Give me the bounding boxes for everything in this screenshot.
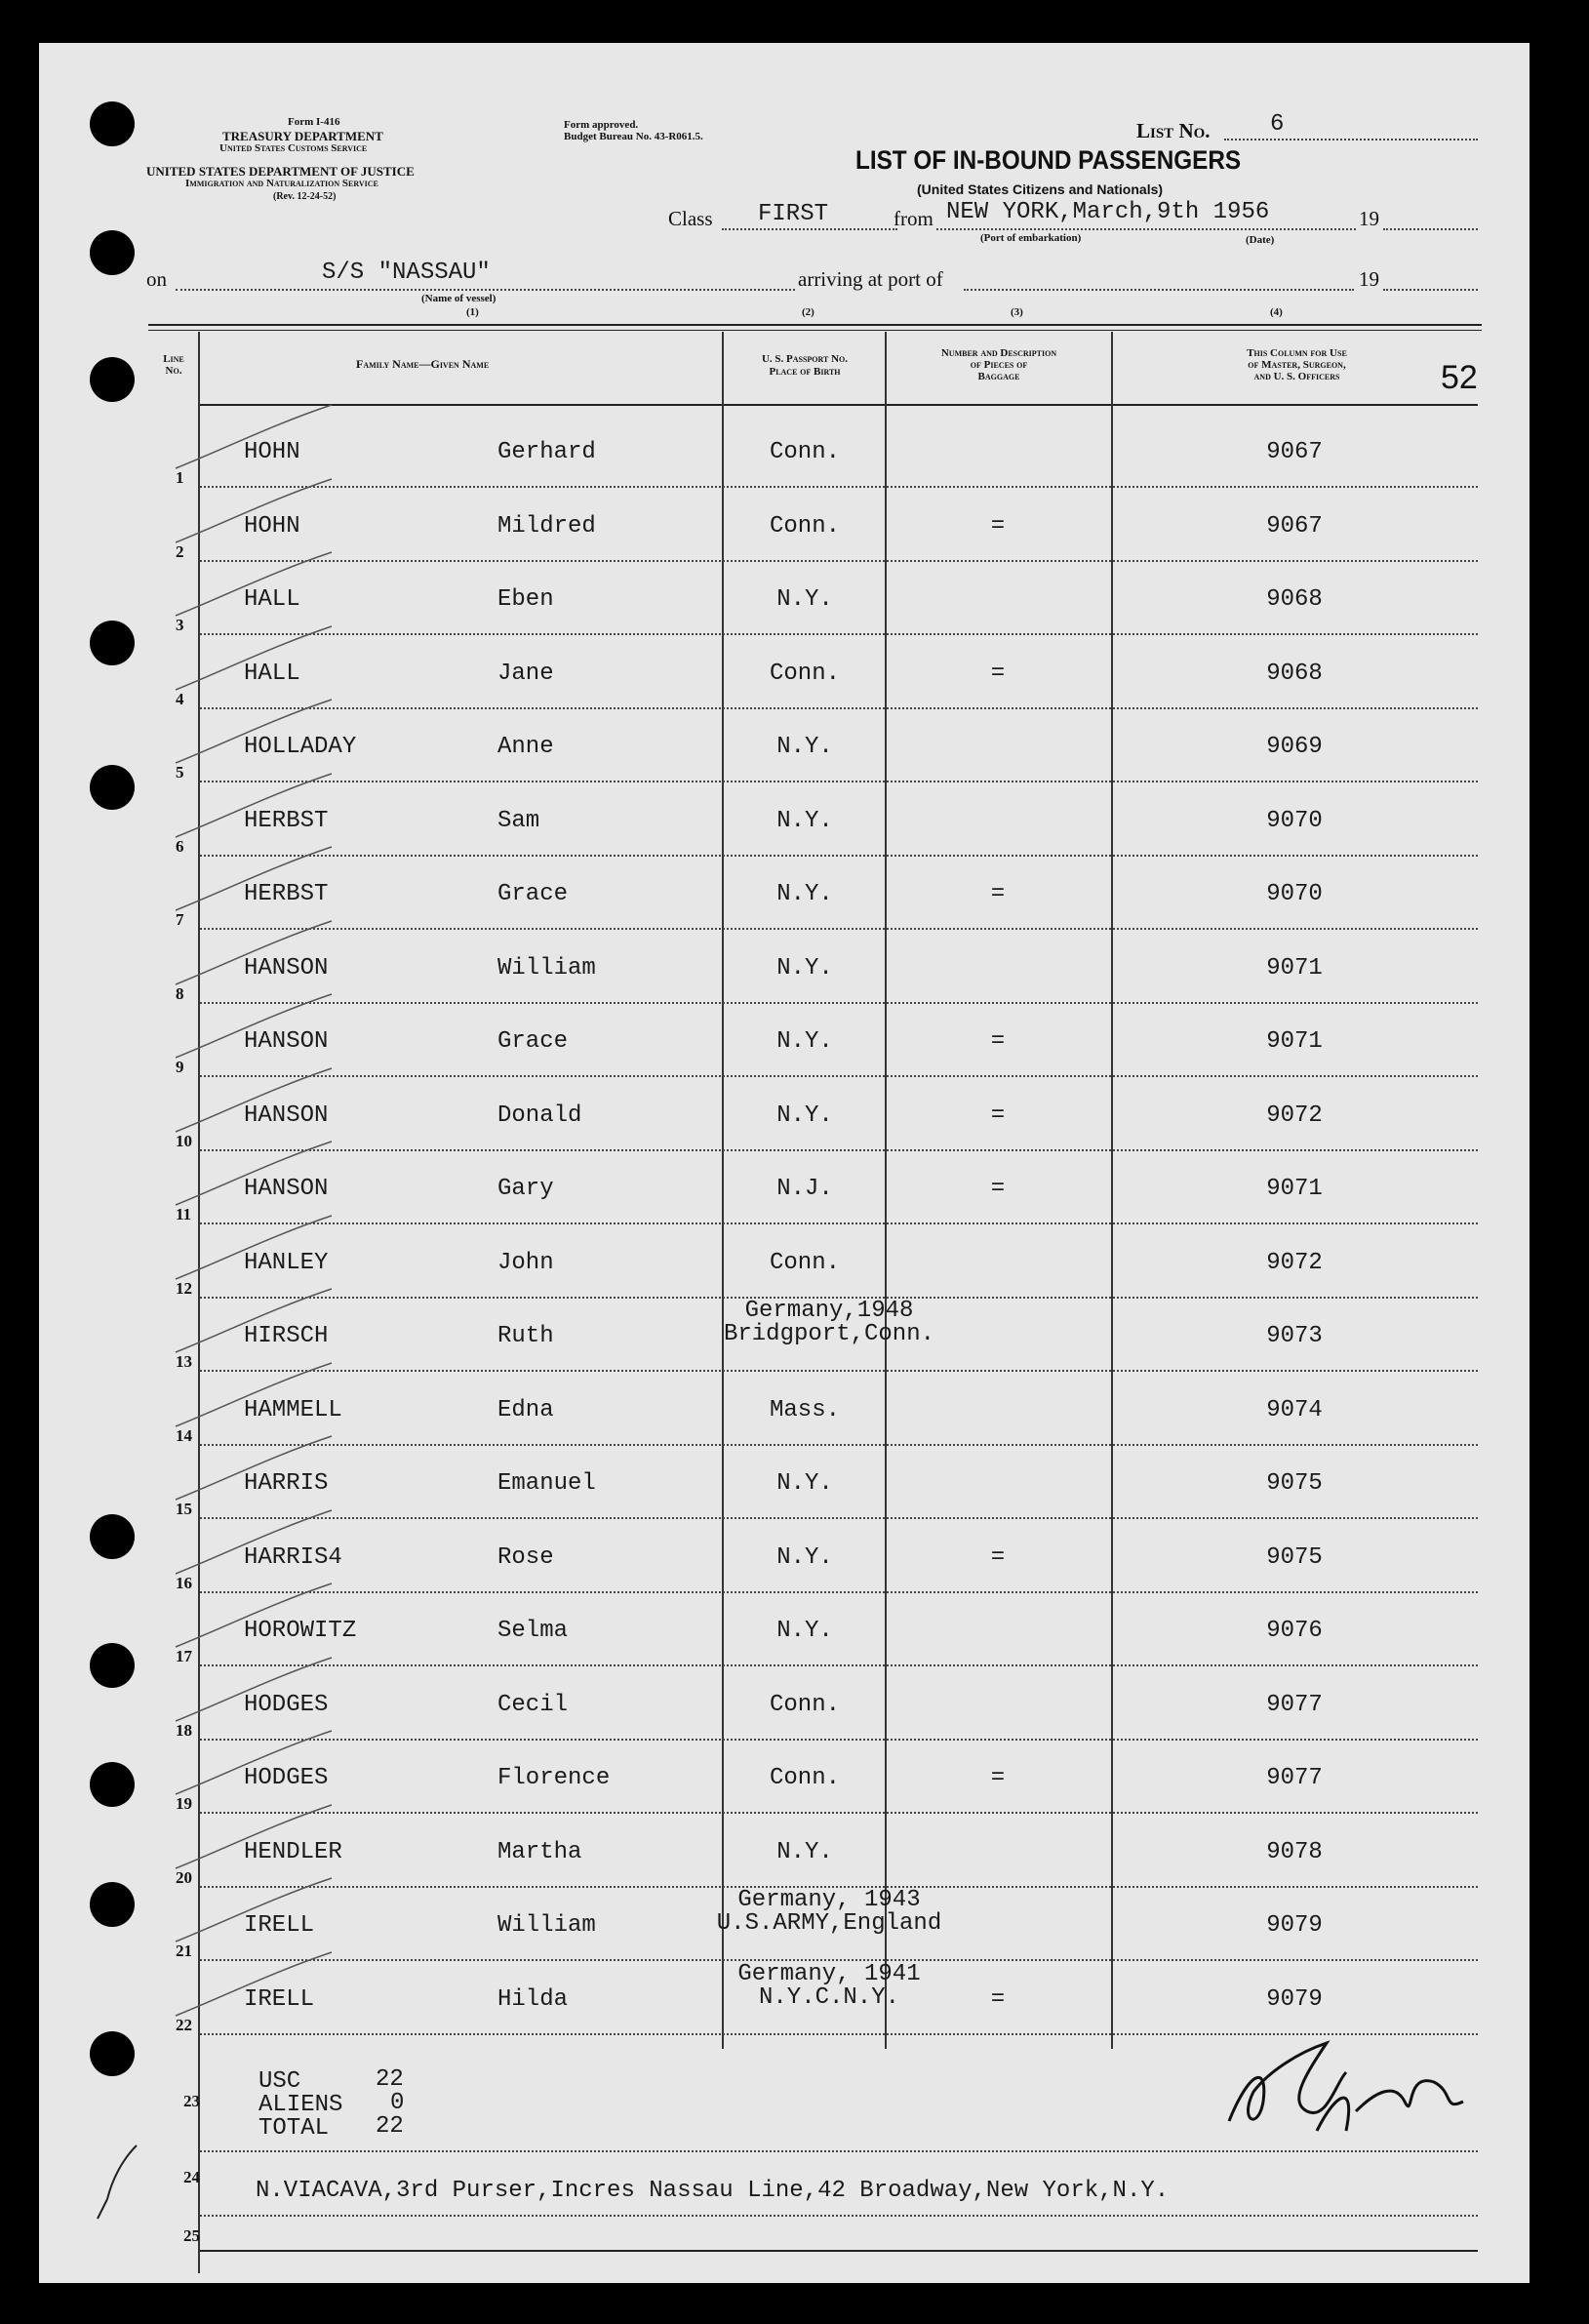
line-number: 4 xyxy=(176,689,184,708)
line-number: 23 xyxy=(183,2092,200,2110)
officer-code: 9079 xyxy=(1266,1912,1323,1939)
total-value: 22 xyxy=(376,2113,404,2140)
given-name: Anne xyxy=(497,734,554,760)
family-name: HIRSCH xyxy=(244,1323,329,1349)
given-name: Selma xyxy=(497,1618,569,1644)
revision-date: (Rev. 12-24-52) xyxy=(273,191,337,202)
check-stroke xyxy=(166,1063,341,1142)
family-name: HENDLER xyxy=(244,1838,342,1865)
col-header-passport: U. S. Passport No. xyxy=(761,353,849,365)
officer-code: 9076 xyxy=(1266,1618,1323,1644)
birth-place: Mass. xyxy=(769,1396,840,1423)
family-name: HALL xyxy=(244,586,300,613)
officer-code: 9067 xyxy=(1266,512,1323,540)
line-number: 5 xyxy=(176,763,184,781)
family-name: IRELL xyxy=(244,1985,315,2013)
given-name: Florence xyxy=(497,1765,611,1791)
given-name: Ruth xyxy=(497,1323,554,1349)
line-number: 9 xyxy=(176,1058,184,1076)
form-subtitle: (United States Citizens and Nationals) xyxy=(917,181,1164,197)
family-name: HARRIS4 xyxy=(244,1543,342,1571)
check-stroke xyxy=(166,695,341,773)
officer-code: 9071 xyxy=(1266,1028,1323,1055)
family-name: HODGES xyxy=(244,1691,329,1718)
vessel-caption: (Name of vessel) xyxy=(421,293,497,304)
birth-place: Conn. xyxy=(769,439,840,465)
birth-place: N.Y. xyxy=(776,1470,833,1497)
aliens-label: ALIENS xyxy=(258,2092,343,2118)
from-value: NEW YORK,March,9th 1956 xyxy=(946,199,1270,225)
family-name: HARRIS xyxy=(244,1470,329,1497)
col-header-officers-3: and U. S. Officers xyxy=(1253,371,1340,382)
check-stroke xyxy=(166,1800,341,1878)
birth-place: N.Y. xyxy=(776,586,833,613)
check-stroke xyxy=(166,769,341,847)
officer-code: 9079 xyxy=(1266,1985,1323,2013)
given-name: Grace xyxy=(497,881,569,907)
baggage: = xyxy=(990,660,1006,687)
check-stroke xyxy=(166,1579,341,1657)
budget-bureau-no: Budget Bureau No. 43-R061.5. xyxy=(564,131,703,142)
family-name: HANSON xyxy=(244,1102,329,1129)
birth-place: Germany,1948 xyxy=(744,1298,914,1324)
total-label: TOTAL xyxy=(258,2115,330,2142)
family-name: HOHN xyxy=(244,439,300,465)
family-name: HODGES xyxy=(244,1765,329,1791)
year-label-2: 19 xyxy=(1359,267,1379,291)
col-header-officers-2: of Master, Surgeon, xyxy=(1248,359,1346,371)
baggage: = xyxy=(990,1543,1006,1571)
line-number: 12 xyxy=(176,1278,192,1298)
line-number: 13 xyxy=(176,1352,192,1371)
officer-code: 9077 xyxy=(1266,1691,1323,1718)
from-label: from xyxy=(894,207,934,230)
line-number: 19 xyxy=(176,1794,192,1813)
given-name: Donald xyxy=(497,1102,582,1129)
col-num-1: (1) xyxy=(466,306,479,318)
officer-code: 9071 xyxy=(1266,1176,1323,1202)
given-name: William xyxy=(497,954,596,982)
family-name: HERBST xyxy=(244,881,329,907)
officer-code: 9074 xyxy=(1266,1396,1323,1423)
check-stroke xyxy=(166,1947,341,2025)
officer-code: 9068 xyxy=(1266,586,1323,613)
given-name: Martha xyxy=(497,1838,582,1865)
treasury-dept: TREASURY DEPARTMENT xyxy=(222,129,383,143)
form-page xyxy=(39,43,1529,2283)
birth-place: Conn. xyxy=(769,1249,840,1276)
check-stroke xyxy=(166,1873,341,1951)
usc-label: USC xyxy=(258,2068,301,2095)
baggage: = xyxy=(990,1102,1006,1129)
port-caption: (Port of embarkation) xyxy=(980,232,1082,244)
line-number: 1 xyxy=(176,468,184,487)
birth-place: N.Y. xyxy=(776,734,833,760)
check-stroke xyxy=(166,916,341,994)
form-number: Form I-416 xyxy=(288,116,340,128)
vessel-name: S/S "NASSAU" xyxy=(322,260,491,286)
col-header-baggage-1: Number and Description xyxy=(940,347,1057,359)
given-name: William xyxy=(497,1912,596,1939)
form-title: LIST OF IN-BOUND PASSENGERS xyxy=(855,145,1242,175)
family-name: HOLLADAY xyxy=(244,734,357,760)
col-header-officers-1: This Column for Use xyxy=(1247,347,1347,359)
family-name: HERBST xyxy=(244,807,329,834)
given-name: Cecil xyxy=(497,1691,569,1718)
col-header-baggage-3: Baggage xyxy=(977,371,1020,382)
officer-code: 9071 xyxy=(1266,954,1323,982)
family-name: HANSON xyxy=(244,1176,329,1202)
given-name: Emanuel xyxy=(497,1470,596,1497)
line-number: 6 xyxy=(176,836,184,856)
family-name: HANLEY xyxy=(244,1249,329,1276)
birth-place: N.J. xyxy=(776,1176,833,1202)
justice-dept: UNITED STATES DEPARTMENT OF JUSTICE xyxy=(146,164,415,179)
given-name: John xyxy=(497,1249,554,1276)
given-name: Hilda xyxy=(497,1985,569,2013)
usc-value: 22 xyxy=(376,2066,404,2093)
baggage: = xyxy=(990,881,1006,907)
birth-place-line-2: N.Y.C.N.Y. xyxy=(758,1983,900,2011)
birth-place: N.Y. xyxy=(776,1543,833,1571)
line-number: 25 xyxy=(183,2226,200,2245)
officer-code: 9078 xyxy=(1266,1838,1323,1865)
officer-code: 9073 xyxy=(1266,1323,1323,1349)
year-label: 19 xyxy=(1359,207,1379,230)
line-number: 8 xyxy=(176,983,184,1003)
ins-service: Immigration and Naturalization Service xyxy=(185,178,378,189)
line-number: 16 xyxy=(176,1573,192,1592)
check-stroke xyxy=(166,1211,341,1289)
birth-place: N.Y. xyxy=(776,881,833,907)
col-header-name: Family Name—Given Name xyxy=(356,357,490,371)
line-number: 10 xyxy=(176,1131,192,1150)
given-name: Rose xyxy=(497,1543,554,1571)
line-number: 17 xyxy=(176,1647,192,1665)
check-stroke xyxy=(166,474,341,552)
birth-place: N.Y. xyxy=(776,1028,833,1055)
birth-place: N.Y. xyxy=(776,954,833,982)
col-header-birthplace: Place of Birth xyxy=(769,366,841,378)
punch-hole xyxy=(90,230,135,275)
officer-code: 9067 xyxy=(1266,439,1323,465)
officer-code: 9070 xyxy=(1266,807,1323,834)
family-name: HAMMELL xyxy=(244,1396,342,1423)
line-number: 11 xyxy=(176,1205,192,1223)
birth-place: N.Y. xyxy=(776,1838,833,1865)
check-stroke xyxy=(166,621,341,700)
birth-place-line-2: Bridgport,Conn. xyxy=(723,1321,935,1347)
line-number: 21 xyxy=(176,1942,192,1960)
given-name: Gerhard xyxy=(497,439,596,465)
birth-place: N.Y. xyxy=(776,1618,833,1644)
birth-place: Conn. xyxy=(769,1691,840,1718)
list-no-value: 6 xyxy=(1270,111,1285,138)
officer-code: 9077 xyxy=(1266,1765,1323,1791)
col-num-2: (2) xyxy=(802,306,814,318)
punch-hole xyxy=(90,101,135,146)
class-label: Class xyxy=(668,207,713,230)
check-stroke xyxy=(166,1137,341,1215)
line-number: 20 xyxy=(176,1867,192,1887)
baggage: = xyxy=(990,512,1006,540)
birth-place: Germany, 1941 xyxy=(737,1960,921,1987)
given-name: Eben xyxy=(497,586,554,613)
check-stroke xyxy=(166,400,341,478)
family-name: HANSON xyxy=(244,954,329,982)
col-num-3: (3) xyxy=(1011,306,1023,318)
date-caption: (Date) xyxy=(1246,234,1275,246)
on-label: on xyxy=(146,267,167,291)
check-mark xyxy=(88,2141,146,2238)
family-name: HALL xyxy=(244,660,300,687)
officer-code: 9070 xyxy=(1266,881,1323,907)
birth-place: N.Y. xyxy=(776,1102,833,1129)
line-number: 7 xyxy=(176,910,184,929)
line-number: 2 xyxy=(176,541,184,561)
given-name: Mildred xyxy=(497,512,596,540)
line-number: 15 xyxy=(176,1500,192,1518)
check-stroke xyxy=(166,1653,341,1731)
given-name: Grace xyxy=(497,1028,569,1055)
given-name: Jane xyxy=(497,660,554,687)
given-name: Sam xyxy=(497,807,540,834)
baggage: = xyxy=(990,1985,1006,2013)
officer-code: 9072 xyxy=(1266,1102,1323,1129)
form-approved: Form approved. xyxy=(564,119,639,131)
line-number: 18 xyxy=(176,1720,192,1740)
check-stroke xyxy=(166,1505,341,1583)
arriving-label: arriving at port of xyxy=(798,267,943,291)
family-name: HANSON xyxy=(244,1028,329,1055)
line-number: 14 xyxy=(176,1425,192,1445)
birth-place: Conn. xyxy=(769,1765,840,1791)
purser-line: N.VIACAVA,3rd Purser,Incres Nassau Line,42 Broadway,New York,N.Y. xyxy=(256,2178,1170,2204)
check-stroke xyxy=(166,1358,341,1436)
col-num-4: (4) xyxy=(1270,306,1283,318)
line-number: 24 xyxy=(183,2168,200,2186)
handwritten-signature xyxy=(1210,2014,1502,2160)
officer-code: 9068 xyxy=(1266,660,1323,687)
given-name: Edna xyxy=(497,1396,554,1423)
baggage: = xyxy=(990,1176,1006,1202)
birth-place: Germany, 1943 xyxy=(737,1887,921,1913)
family-name: HOHN xyxy=(244,512,300,540)
birth-place-line-2: U.S.ARMY,England xyxy=(716,1910,942,1937)
page-number: 52 xyxy=(1441,359,1478,396)
line-number: 3 xyxy=(176,616,184,634)
col-header-baggage-2: of Pieces of xyxy=(970,359,1028,371)
baggage: = xyxy=(990,1028,1006,1055)
birth-place: N.Y. xyxy=(776,807,833,834)
line-number: 22 xyxy=(176,2015,192,2034)
list-no-label: List No. xyxy=(1136,119,1211,142)
family-name: HOROWITZ xyxy=(244,1618,357,1644)
family-name: IRELL xyxy=(244,1912,315,1939)
check-stroke xyxy=(166,1726,341,1804)
class-value: FIRST xyxy=(758,201,829,227)
officer-code: 9075 xyxy=(1266,1470,1323,1497)
officer-code: 9069 xyxy=(1266,734,1323,760)
check-stroke xyxy=(166,989,341,1067)
punch-hole xyxy=(90,357,135,402)
customs-service: United States Customs Service xyxy=(219,142,368,154)
given-name: Gary xyxy=(497,1176,554,1202)
check-stroke xyxy=(166,842,341,920)
birth-place: Conn. xyxy=(769,512,840,540)
aliens-value: 0 xyxy=(390,2090,405,2116)
officer-code: 9075 xyxy=(1266,1543,1323,1571)
birth-place: Conn. xyxy=(769,660,840,687)
baggage: = xyxy=(990,1765,1006,1791)
check-stroke xyxy=(166,547,341,625)
officer-code: 9072 xyxy=(1266,1249,1323,1276)
check-stroke xyxy=(166,1431,341,1509)
check-stroke xyxy=(166,1284,341,1362)
col-header-line: Line No. xyxy=(163,353,184,377)
